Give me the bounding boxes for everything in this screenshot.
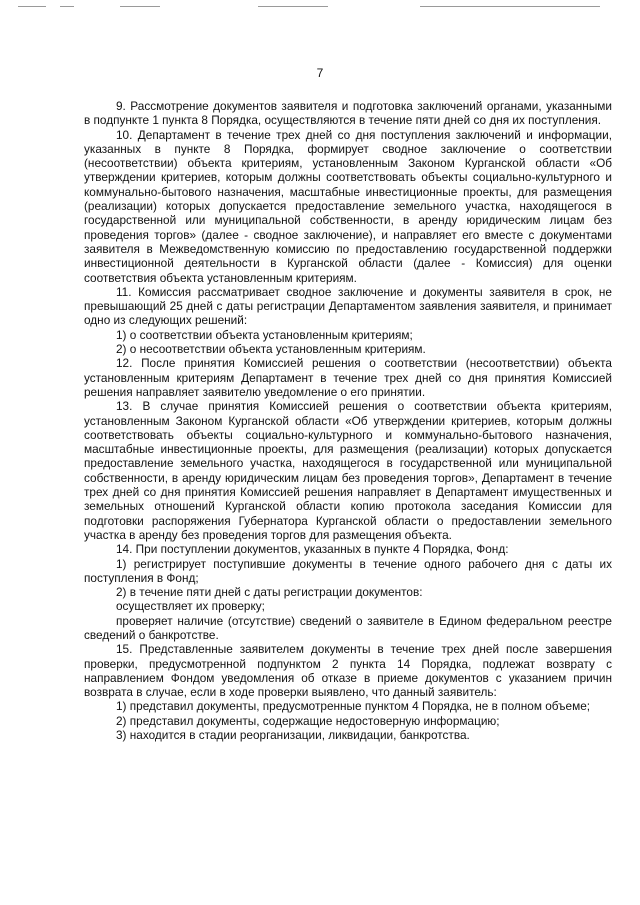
- paragraph-14: 14. При поступлении документов, указанных в пункте 4 Порядка, Фонд:: [116, 542, 509, 557]
- scan-artifact-line: [420, 6, 600, 7]
- paragraph-15-item-3: 3) находится в стадии реорганизации, ликвидации, банкротства.: [116, 728, 470, 743]
- paragraph-14-subitem-registry: проверяет наличие (отсутствие) сведений о заявителе в Едином федеральном реестре сведений о банкротстве.: [84, 613, 612, 642]
- scan-artifact-line: [60, 6, 74, 7]
- paragraph-11: 11. Комиссия рассматривает сводное заключение и документы заявителя в срок, не превышающий 25 дней с даты регистрации Департаментом заявления заявителя, и принимает одно из следующих решений:: [84, 284, 612, 328]
- page-number: 7: [316, 66, 324, 80]
- scan-artifact-line: [18, 6, 46, 7]
- document-body: [84, 99, 612, 742]
- paragraph-11-option-2: 2) о несоответствии объекта установленным критериям.: [116, 342, 426, 357]
- paragraph-13: 13. В случае принятия Комиссией решения о соответствии объекта критериям, установленным Законом Курганской области «Об утверждении критериев, которым должны соответствовать объекты социально-культурного и коммунально-бытового назначения, масштабные инвестиционные проекты, для размещения (реализации) которых допускается предоставление земельного участка, находящегося в государственной или муниципальной собственности, в аренду юридическим лицам без проведения торгов», Департамент в течение трех дней со дня принятия Комиссией решения направляет в Департамент имущественных и земельных отношений Курганской области копию протокола заседания Комиссии для подготовки распоряжения Губернатора Курганской области о предоставлении земельного участка в аренду без проведения торгов для размещения объекта.: [84, 399, 612, 542]
- scan-artifact-line: [258, 6, 328, 7]
- paragraph-12: 12. После принятия Комиссией решения о соответствии (несоответствии) объекта установленным критериям Департамент в течение трех дней со дня принятия Комиссией решения направляет заявителю уведомление о его принятии.: [84, 356, 612, 399]
- paragraph-14-subitem-check: осуществляет их проверку;: [116, 599, 265, 614]
- paragraph-15-item-1: 1) представил документы, предусмотренные пунктом 4 Порядка, не в полном объеме;: [116, 699, 591, 714]
- paragraph-11-option-1: 1) о соответствии объекта установленным критериям;: [116, 327, 413, 342]
- paragraph-14-item-1: 1) регистрирует поступившие документы в течение одного рабочего дня с даты их поступления в Фонд;: [84, 556, 612, 585]
- paragraph-15-item-2: 2) представил документы, содержащие недостоверную информацию;: [116, 713, 500, 728]
- paragraph-10: 10. Департамент в течение трех дней со дня поступления заключений и информации, указанных в пункте 8 Порядка, формирует сводное заключение о соответствии (несоответствии) объекта критериям, установленным Законом Курганской области «Об утверждении критериев, которым должны соответствовать объекты социально-культурного и коммунально-бытового назначения, масштабные инвестиционные проекты, для размещения (реализации) которых допускается предоставление земельного участка, находящегося в государственной или муниципальной собственности, в аренду юридическим лицам без проведения торгов» (далее - сводное заключение), и направляет его вместе с документами заявителя в Межведомственную комиссию по предоставлению государственной поддержки инвестиционной деятельности в Курганской области (далее - Комиссия) для оценки соответствия объекта установленным критериям.: [84, 127, 612, 285]
- scan-artifact-line: [120, 6, 160, 7]
- paragraph-14-item-2: 2) в течение пяти дней с даты регистрации документов:: [116, 585, 423, 600]
- paragraph-15: 15. Представленные заявителем документы в течение трех дней после завершения проверки, предусмотренной подпунктом 2 пункта 14 Порядка, подлежат возврату с направлением Фондом уведомления об отказе в приеме документов с указанием причин возврата в случае, если в ходе проверки выявлено, что данный заявитель:: [84, 642, 612, 700]
- paragraph-9: 9. Рассмотрение документов заявителя и подготовка заключений органами, указанными в подпункте 1 пункта 8 Порядка, осуществляются в течение пяти дней со дня их поступления.: [84, 99, 612, 128]
